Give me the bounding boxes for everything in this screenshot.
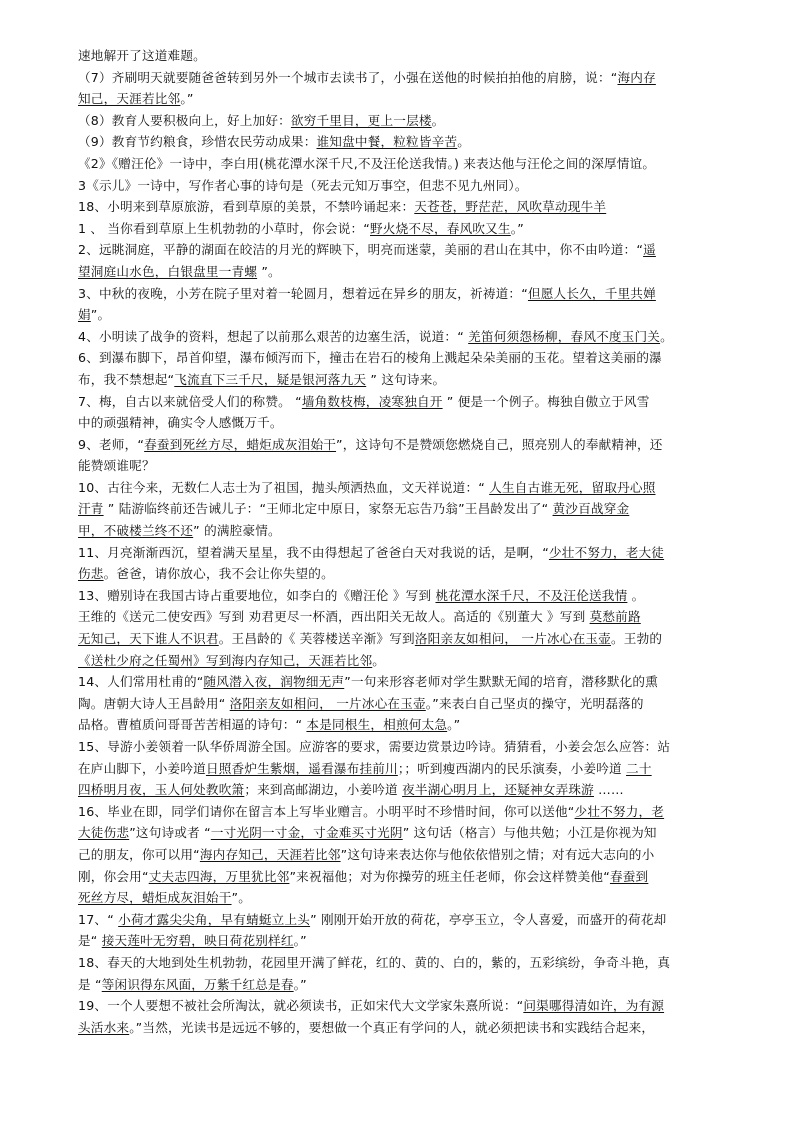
body-text: 10、古往今来，无数仁人志士为了祖国，抛头颅洒热血，文天祥说道：“ <box>78 479 490 495</box>
body-text: 布，我不禁想起“ <box>78 371 175 387</box>
text-line <box>78 542 718 564</box>
body-text: 。” <box>293 976 307 992</box>
text-line <box>78 196 718 218</box>
body-text: 18、春天的大地到处生机勃勃，花园里开满了鲜花，红的、黄的、白的，紫的，五彩缤纷，争奇斗艳，真 <box>78 954 671 970</box>
body-text: 17、“ <box>78 911 119 927</box>
text-line <box>78 736 718 758</box>
text-line <box>78 758 718 780</box>
body-text: 速地解开了这道难题。 <box>78 48 206 63</box>
answer-text: 海内存知己，天涯若比邻 <box>199 846 341 862</box>
body-text: ”。 <box>90 307 111 323</box>
text-line <box>78 714 718 736</box>
answer-text: 春蚕到 <box>609 868 649 884</box>
body-text: 。” <box>447 717 461 733</box>
text-line <box>78 153 718 175</box>
body-text: 。”来表白自己坚贞的操守，光明磊落的 <box>425 695 644 711</box>
text-line <box>78 779 718 801</box>
body-text: 己的朋友，你可以用“ <box>78 846 200 862</box>
body-text: ” 陆游临终前还告诫儿子：“王师北定中原日，家祭无忘告乃翁”王昌龄发出了“ <box>103 501 553 517</box>
answer-text: 海内存知己，天涯若比邻 <box>231 652 373 668</box>
body-text: （7）齐刷明天就要随爸爸转到另外一个城市去读书了，小强在送他的时候拍拍他的肩膀，说：“ <box>78 69 618 85</box>
answer-text: 二十 <box>626 760 652 776</box>
answer-text: 天苍苍，野茫茫，风吹草动现牛羊 <box>414 199 607 215</box>
body-text: 。王勃的 <box>610 631 663 647</box>
body-text: ”。 <box>231 890 252 906</box>
text-line <box>78 88 718 110</box>
body-text: 。 <box>627 587 645 603</box>
body-text: ”来祝福他；对为你操劳的班主任老师，你会这样赞美他“ <box>289 868 610 884</box>
answer-text: 野火烧不尽，春风吹又生 <box>370 220 511 236</box>
text-line <box>78 110 718 132</box>
text-line <box>78 585 718 607</box>
answer-text: 汗青 <box>78 501 104 517</box>
body-text: ”这句诗或者 “ <box>129 825 211 841</box>
body-text: 。 <box>660 328 673 344</box>
body-text: ”一句来形容老师对学生默默无闻的培育，潜移默化的熏 <box>344 674 659 690</box>
answer-text: 莫愁前路 <box>589 609 641 625</box>
body-text: （9）教育节约粮食，珍惜农民劳动成果： <box>78 134 317 150</box>
answer-text: 随风潜入夜，润物细无声 <box>203 674 345 690</box>
body-text: 。” <box>510 220 524 236</box>
body-text: 是“ <box>78 933 102 949</box>
answer-text: 夜半湖心明月上，还疑神女弄珠游 <box>402 782 594 798</box>
text-line <box>78 45 718 67</box>
answer-text: 但愿人长久，千里共婵 <box>527 285 656 301</box>
text-line <box>78 952 718 974</box>
text-line <box>78 866 718 888</box>
text-line <box>78 628 718 650</box>
body-text: ” 这句诗来。 <box>366 371 446 387</box>
answer-text: 娟 <box>78 307 91 323</box>
answer-text: 人生自古谁无死，留取丹心照 <box>489 479 656 495</box>
body-text: 4、小明读了战争的资料，想起了以前那么艰苦的边塞生活，说道：“ <box>78 328 469 344</box>
answer-text: 无知己，天下谁人不识君 <box>78 631 219 647</box>
answer-text: 丈夫志四海，万里犹比邻 <box>148 868 290 884</box>
body-text: 6、到瀑布脚下，昂首仰望，瀑布倾泻而下，撞击在岩石的棱角上溅起朵朵美丽的玉花。望着这美丽的瀑 <box>78 350 662 366</box>
text-line <box>78 175 718 197</box>
body-text: 7、梅，自古以来就倍受人们的称赞。 “ <box>78 393 302 409</box>
answer-text: 春蚕到死丝方尽，蜡炬成灰泪始干 <box>144 436 337 452</box>
answer-text: 死丝方尽，蜡炬成灰泪始干 <box>78 890 232 906</box>
answer-text: 四桥明月夜，玉人何处教吹箫 <box>78 782 245 798</box>
answer-text: 望洞庭山水色，白银盘里一青螺 <box>78 263 258 279</box>
text-line <box>78 455 718 477</box>
answer-text: 大徒伤悲 <box>78 825 130 841</box>
body-text: 在庐山脚下，小姜吟道 <box>78 760 206 776</box>
body-text: 13、赠别诗在我国古诗占重要地位，如李白的《赠汪伦 》写到 <box>78 587 436 603</box>
body-text: 。 <box>372 652 386 668</box>
body-text: ” 刚刚开始开放的荷花，亭亭玉立，令人喜爱，而盛开的荷花却 <box>310 911 667 927</box>
answer-text: 甲，不破楼兰终不还 <box>78 523 194 539</box>
text-line <box>78 283 718 305</box>
text-line <box>78 801 718 823</box>
body-text: ” 便是一个例子。梅独自傲立于风雪 <box>442 393 650 409</box>
body-text: （8）教育人要积极向上，好上加好： <box>78 112 291 128</box>
answer-text: 谁知盘中餐，粒粒皆辛苦 <box>316 134 458 150</box>
text-line <box>78 606 718 628</box>
answer-text: 羌笛何须怨杨柳，春风不度玉门关 <box>468 328 661 344</box>
answer-text: 遥 <box>643 242 656 258</box>
text-line <box>78 67 718 89</box>
text-line <box>78 520 718 542</box>
text-line <box>78 671 718 693</box>
body-text: 2、远眺洞庭，平静的湖面在皎洁的月光的辉映下，明亮而迷蒙，美丽的君山在其中，你不由吟道：“ <box>78 242 644 258</box>
text-line <box>78 498 718 520</box>
body-text: 王维的《送元二使安西》写到 劝君更尽一杯酒，西出阳关无故人。高适的《别董大 》写到 <box>78 609 590 625</box>
answer-text: 伤悲 <box>78 566 104 582</box>
text-line <box>78 347 718 369</box>
body-text: ；；听到瘦西湖内的民乐演奏，小姜吟道 <box>397 760 627 776</box>
body-text: 11、月亮渐渐西沉，望着满天星星，我不由得想起了爸爸白天对我说的话，是啊，“ <box>78 544 549 560</box>
text-line <box>78 930 718 952</box>
body-text: 19、一个人要想不被社会所淘汰，就必须读书，正如宋代大文学家朱熹所说：“ <box>78 998 524 1014</box>
body-text: ” 的满腔豪情。 <box>193 523 281 539</box>
body-text: 陶。唐朝大诗人王昌龄用“ <box>78 695 230 711</box>
body-text: 。 <box>457 134 471 150</box>
body-text: 14、人们常用杜甫的“ <box>78 674 204 690</box>
answer-text: 小荷才露尖尖角，早有蜻蜓立上头 <box>118 911 311 927</box>
body-text: ”，这诗句不是赞颂您燃烧自己，照亮别人的奉献精神，还 <box>336 436 663 452</box>
body-text: ；来到高邮湖边，小姜吟道 <box>244 782 403 798</box>
answer-text: 飞流直下三千尺，疑是银河落九天 <box>174 371 367 387</box>
answer-text: 洛阳亲友如相问， 一片冰心在玉壶 <box>229 695 426 711</box>
body-text: ” 这句话（格言）与他共勉；小江是你视为知 <box>402 825 657 841</box>
body-text: 。” <box>180 91 194 107</box>
answer-text: 少壮不努力，老 <box>574 803 665 819</box>
text-line <box>78 218 718 240</box>
body-text: 刚，你会用“ <box>78 868 149 884</box>
text-line <box>78 304 718 326</box>
text-line <box>78 563 718 585</box>
text-line <box>78 131 718 153</box>
body-text: 16、毕业在即，同学们请你在留言本上写毕业赠言。小明平时不珍惜时间，你可以送他“ <box>78 803 575 819</box>
text-line <box>78 974 718 996</box>
answer-text: 一寸光阴一寸金，寸金难买寸光阴 <box>210 825 403 841</box>
answer-text: 洛阳亲友如相问， 一片冰心在玉壶 <box>414 631 611 647</box>
answer-text: 头活水来 <box>78 1019 130 1035</box>
text-line <box>78 650 718 672</box>
body-text: 能赞颂谁呢？ <box>78 458 155 474</box>
text-line <box>78 239 718 261</box>
body-text: 18、小明来到草原旅游，看到草原的美景，不禁吟诵起来： <box>78 199 415 215</box>
answer-text: 等闲识得东风面，万紫千红总是春 <box>101 976 294 992</box>
text-line <box>78 995 718 1017</box>
document-page <box>78 45 718 1038</box>
body-text: 3《示儿》一诗中，写作者心事的诗句是（死去元知万事空，但悲不见九州同）。 <box>78 177 528 193</box>
body-text: …… <box>593 782 624 798</box>
answer-text: 本是同根生，相煎何太急 <box>306 717 448 733</box>
answer-text: 少壮不努力，老大徒 <box>548 544 665 560</box>
text-line <box>78 326 718 348</box>
text-line <box>78 477 718 499</box>
body-text: 中的顽强精神，确实令人感慨万千。 <box>78 415 283 431</box>
answer-text: 欲穷千里目，更上一层楼 <box>290 112 432 128</box>
body-text: 《2》《赠汪伦》一诗中，李白用(桃花潭水深千尺,不及汪伦送我情。) 来表达他与汪伦之间的深厚情谊。 <box>78 155 656 171</box>
body-text: 。”当然，光读书是远远不够的，要想做一个真正有学问的人，就必须把读书和实践结合起来， <box>129 1019 655 1035</box>
body-text: ”这句诗来表达你与他依依惜别之情；对有远大志向的小 <box>340 846 655 862</box>
body-text: ”。 <box>257 263 281 279</box>
answer-text: 接天莲叶无穷碧，映日荷花别样红 <box>101 933 294 949</box>
answer-text: 问渠哪得清如许，为有源 <box>523 998 665 1014</box>
answer-text: 黄沙百战穿金 <box>552 501 630 517</box>
body-text: 1 、 当你看到草原上生机勃勃的小草时，你会说：“ <box>78 220 371 236</box>
body-text: 。 <box>431 112 445 128</box>
body-text: 。王昌龄的《 芙蓉楼送辛渐》写到 <box>218 631 415 647</box>
body-text: 15、导游小姜领着一队华侨周游全国。应游客的要求，需要边赏景边吟诗。猜猜看，小姜会怎么应答：站 <box>78 739 671 754</box>
text-line <box>78 434 718 456</box>
body-text: 。爸爸，请你放心，我不会让你失望的。 <box>103 566 334 582</box>
answer-text: 日照香炉生紫烟，遥看瀑布挂前川 <box>205 760 398 776</box>
text-line <box>78 261 718 283</box>
answer-text: 桃花潭水深千尺，不及汪伦送我情 <box>435 587 628 603</box>
text-line <box>78 844 718 866</box>
text-line <box>78 822 718 844</box>
text-line <box>78 391 718 413</box>
text-line <box>78 887 718 909</box>
answer-text: 海内存 <box>617 69 656 85</box>
body-text: 3、中秋的夜晚，小芳在院子里对着一轮圆月，想着远在异乡的朋友，祈祷道：“ <box>78 285 528 301</box>
text-line <box>78 693 718 715</box>
body-text: 。” <box>293 933 307 949</box>
text-line <box>78 412 718 434</box>
body-text: 是 “ <box>78 976 102 992</box>
text-line <box>78 909 718 931</box>
answer-text: 知己，天涯若比邻 <box>78 91 181 107</box>
body-text: 9、老师，“ <box>78 436 145 452</box>
body-text: 品格。曹植质问哥哥苦苦相逼的诗句：“ <box>78 717 307 733</box>
text-line <box>78 1017 718 1039</box>
text-line <box>78 369 718 391</box>
answer-text: 《送杜少府之任蜀州》写到 <box>78 652 232 668</box>
answer-text: 墙角数枝梅，凌寒独自开 <box>301 393 443 409</box>
